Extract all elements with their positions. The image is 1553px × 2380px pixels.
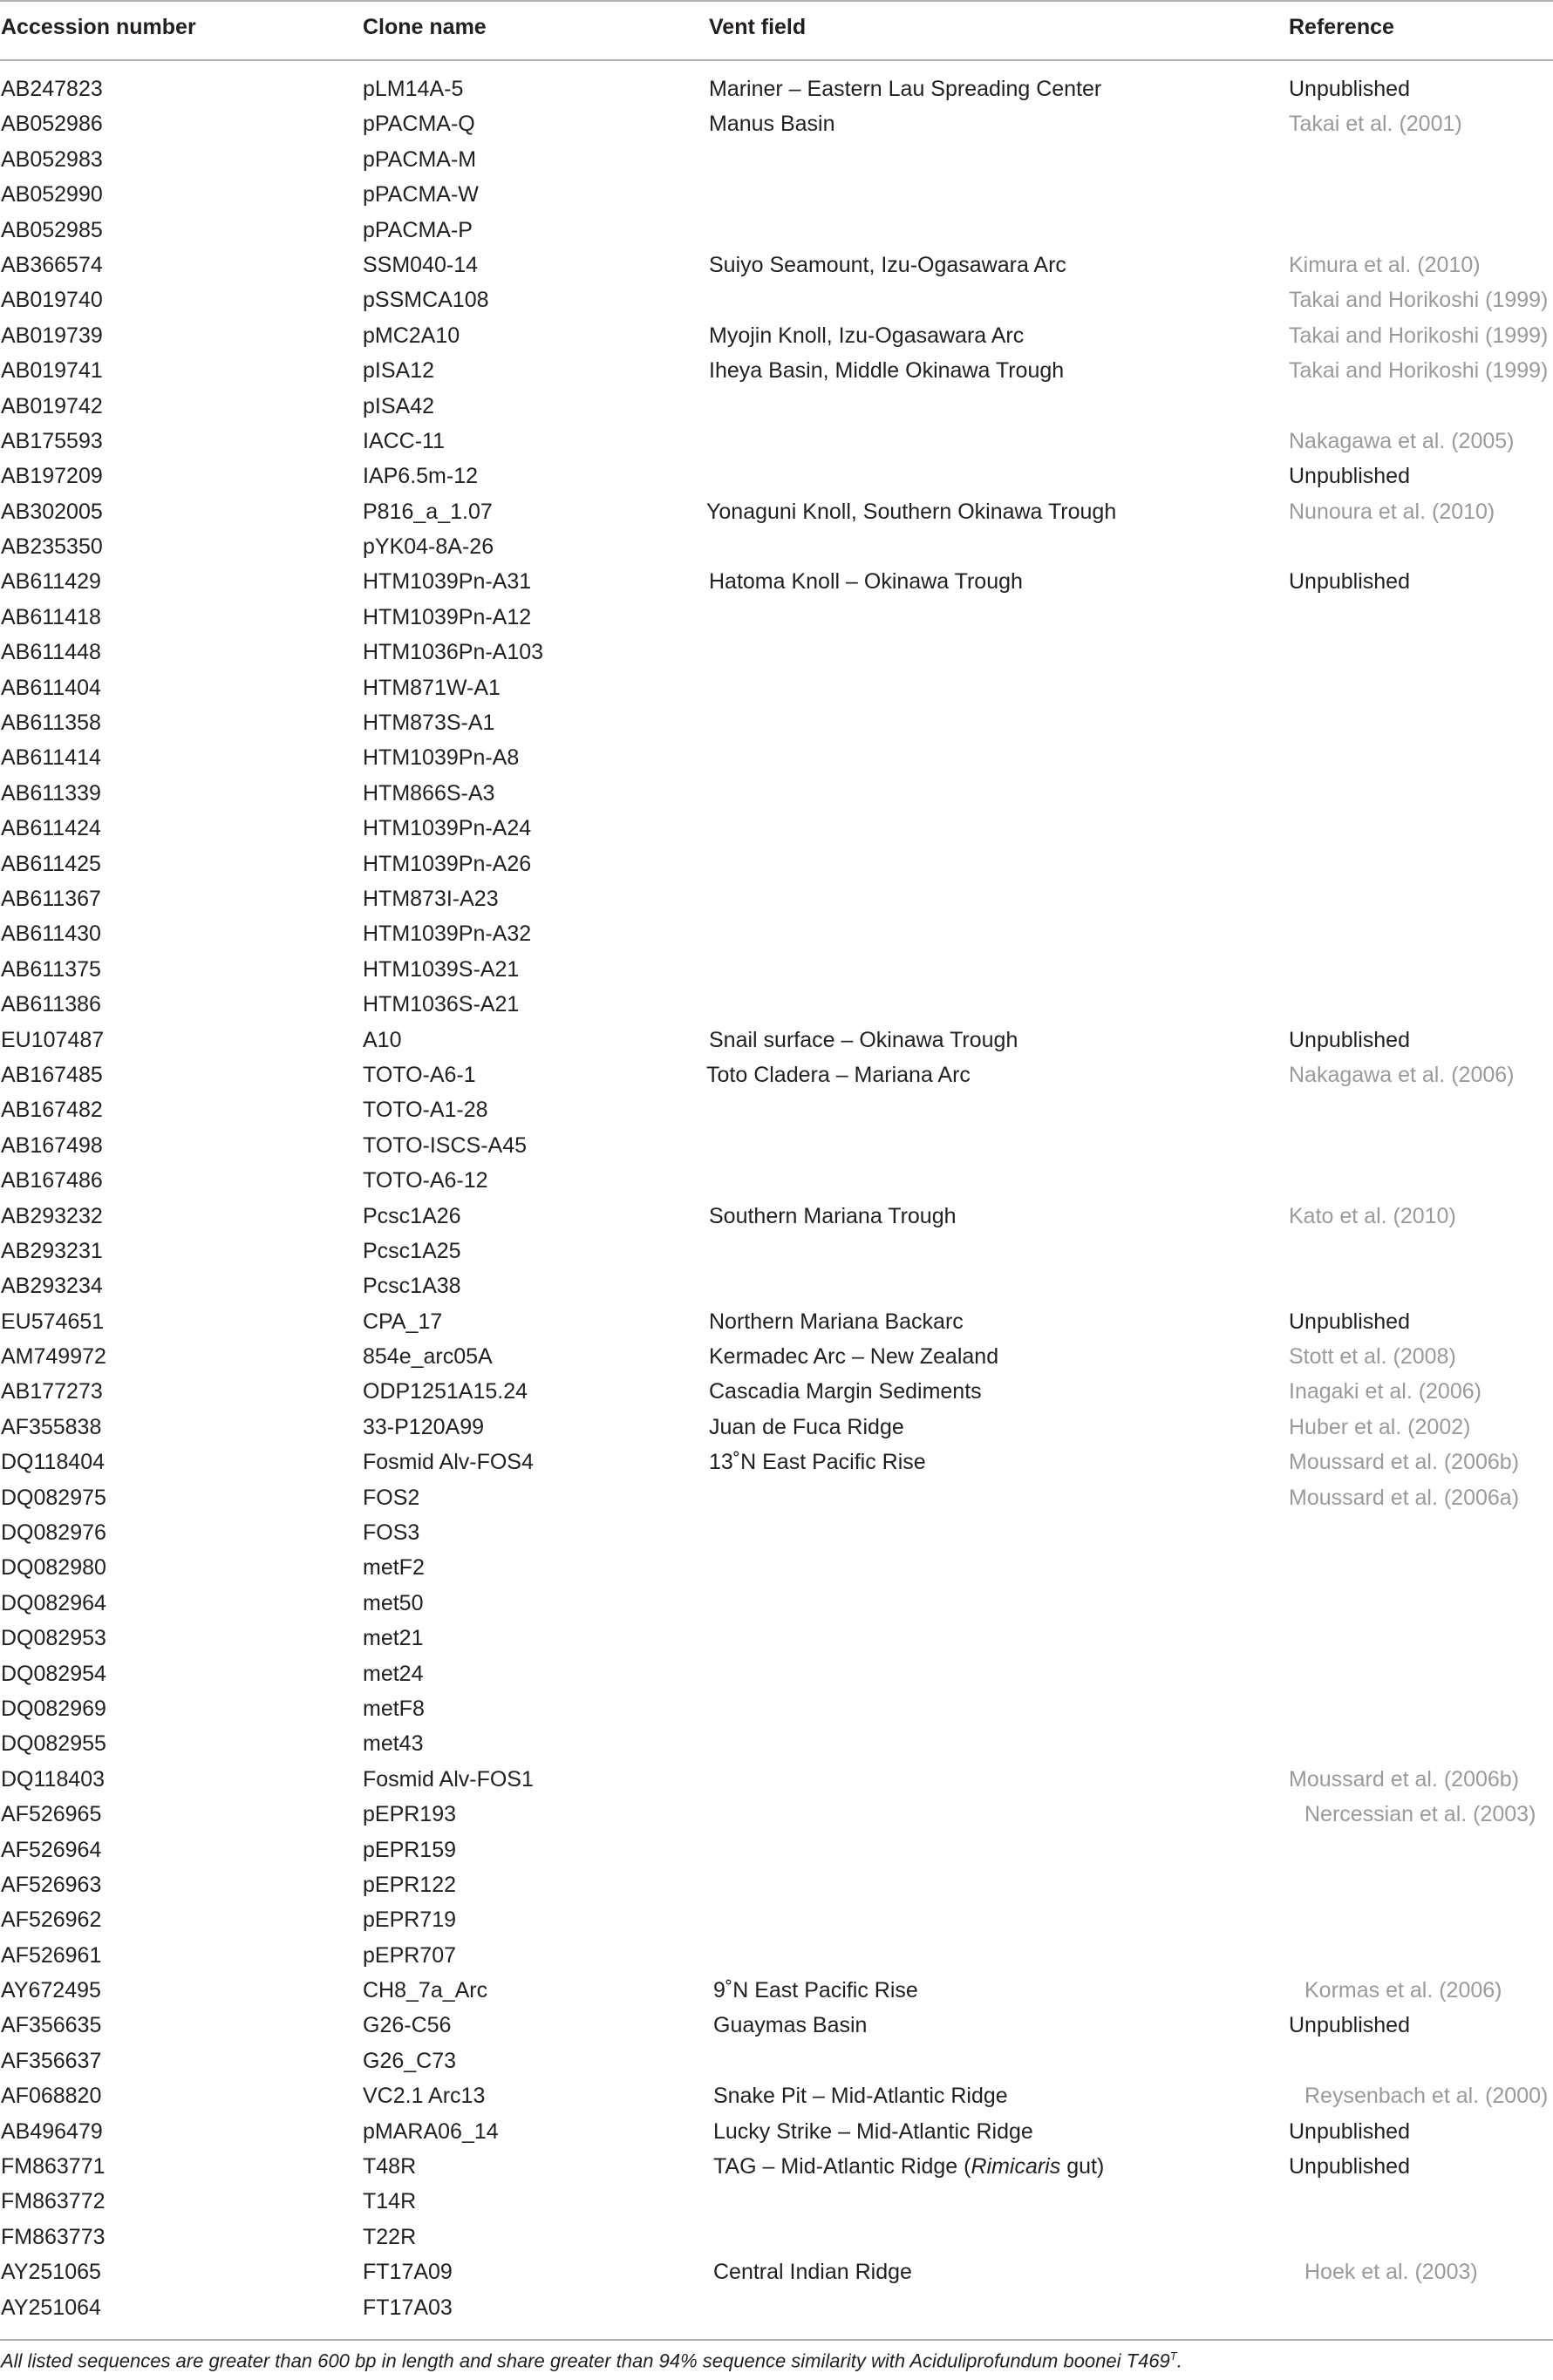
cell-accession-number: AB167486 <box>1 1168 103 1193</box>
cell-clone-name: HTM1039Pn-A31 <box>363 569 532 595</box>
cell-reference-citation[interactable]: Reysenbach et al. (2000) <box>1304 2084 1549 2109</box>
cell-accession-number: AB167498 <box>1 1132 103 1158</box>
table-row <box>0 424 1553 459</box>
cell-accession-number: AY251065 <box>1 2260 101 2285</box>
table-row <box>0 600 1553 635</box>
cell-reference-citation[interactable]: Kormas et al. (2006) <box>1304 1978 1502 2003</box>
table-row <box>0 1515 1553 1550</box>
table-row <box>0 1199 1553 1234</box>
table-row <box>0 740 1553 775</box>
cell-vent-field: Manus Basin <box>709 112 835 137</box>
header-vent-field: Vent field <box>709 15 807 39</box>
cell-accession-number: FM863772 <box>1 2189 106 2214</box>
cell-clone-name: ODP1251A15.24 <box>363 1379 528 1404</box>
cell-clone-name: A10 <box>363 1027 402 1052</box>
cell-accession-number: AB611430 <box>1 921 101 947</box>
cell-clone-name: pPACMA-W <box>363 182 479 207</box>
table-row <box>0 2290 1553 2325</box>
cell-vent-field <box>713 2149 1104 2184</box>
cell-vent-field: Mariner – Eastern Lau Spreading Center <box>709 77 1102 101</box>
cell-accession-number: FM863773 <box>1 2224 106 2249</box>
table-row <box>0 1797 1553 1832</box>
table-row <box>0 248 1553 282</box>
table-row <box>0 987 1553 1022</box>
cell-accession-number: AB293232 <box>1 1203 103 1228</box>
cell-clone-name: pEPR193 <box>363 1802 457 1827</box>
cell-clone-name: CH8_7a_Arc <box>363 1978 488 2003</box>
table-row <box>0 459 1553 493</box>
table-row <box>0 2220 1553 2254</box>
footnote-end: . <box>1176 2349 1182 2372</box>
cell-accession-number: AB611429 <box>1 569 101 595</box>
cell-vent-field: 9˚N East Pacific Rise <box>713 1978 918 2003</box>
cell-accession-number: AB052985 <box>1 217 103 242</box>
cell-reference-citation[interactable]: Nunoura et al. (2010) <box>1289 499 1495 524</box>
cell-clone-name: HTM1039Pn-A8 <box>363 745 520 771</box>
cell-accession-number: AB052990 <box>1 182 103 207</box>
cell-accession-number: AB293231 <box>1 1238 103 1263</box>
cell-accession-number: EU574651 <box>1 1309 105 1334</box>
table-row <box>0 1973 1553 2008</box>
cell-accession-number: AB177273 <box>1 1379 103 1404</box>
cell-accession-number: AB019740 <box>1 288 103 313</box>
cell-accession-number: AF526964 <box>1 1837 102 1862</box>
cell-accession-number: AF068820 <box>1 2084 102 2109</box>
table-row <box>0 1833 1553 1867</box>
cell-accession-number: AB052986 <box>1 112 103 137</box>
cell-clone-name: HTM873S-A1 <box>363 711 495 736</box>
cell-clone-name: pPACMA-M <box>363 146 477 172</box>
cell-accession-number: AB611404 <box>1 675 101 700</box>
cell-accession-number: AF355838 <box>1 1414 102 1439</box>
cell-accession-number: AB019742 <box>1 393 103 418</box>
cell-clone-name: Pcsc1A38 <box>363 1274 461 1299</box>
cell-clone-name: P816_a_1.07 <box>363 499 493 524</box>
table-row <box>0 2114 1553 2149</box>
cell-accession-number: EU107487 <box>1 1027 105 1052</box>
cell-clone-name: pEPR719 <box>363 1907 457 1933</box>
table-footnote <box>1 2349 1182 2372</box>
table-row <box>0 916 1553 951</box>
cell-clone-name: met43 <box>363 1731 424 1757</box>
cell-clone-name: pYK04-8A-26 <box>363 534 494 560</box>
vent-field-italic: Rimicaris <box>971 2154 1061 2179</box>
table-row <box>0 1902 1553 1937</box>
cell-clone-name: HTM1036S-A21 <box>363 992 520 1017</box>
cell-clone-name: Pcsc1A26 <box>363 1203 461 1228</box>
cell-accession-number: AB611358 <box>1 711 101 736</box>
cell-vent-field: Lucky Strike – Mid-Atlantic Ridge <box>713 2118 1033 2144</box>
table-row <box>0 177 1553 212</box>
table-row <box>0 1268 1553 1303</box>
table-row <box>0 2184 1553 2219</box>
table-row <box>0 213 1553 248</box>
cell-clone-name: pEPR159 <box>363 1837 457 1862</box>
cell-vent-field: Myojin Knoll, Izu-Ogasawara Arc <box>709 323 1025 348</box>
cell-clone-name: TOTO-ISCS-A45 <box>363 1132 528 1158</box>
cell-reference-citation[interactable]: Nakagawa et al. (2005) <box>1289 428 1515 453</box>
header-accession-number: Accession number <box>1 15 196 39</box>
cell-clone-name: pEPR707 <box>363 1942 457 1968</box>
cell-reference-citation[interactable]: Moussard et al. (2006a) <box>1289 1485 1520 1510</box>
cell-reference-unpublished: Unpublished <box>1289 1027 1410 1052</box>
table-row <box>0 1550 1553 1585</box>
cell-clone-name: T22R <box>363 2224 417 2249</box>
cell-clone-name: HTM871W-A1 <box>363 675 501 700</box>
cell-reference-citation[interactable]: Takai and Horikoshi (1999) <box>1289 358 1549 384</box>
cell-clone-name: G26-C56 <box>363 2013 452 2038</box>
cell-reference-unpublished: Unpublished <box>1289 2013 1410 2038</box>
table-row <box>0 952 1553 987</box>
cell-clone-name: IAP6.5m-12 <box>363 464 479 489</box>
cell-clone-name: HTM1039S-A21 <box>363 956 520 982</box>
cell-clone-name: met24 <box>363 1661 424 1686</box>
table-row <box>0 670 1553 705</box>
cell-accession-number: DQ082969 <box>1 1696 106 1721</box>
cell-accession-number: AB235350 <box>1 534 103 560</box>
cell-clone-name: Pcsc1A25 <box>363 1238 461 1263</box>
cell-vent-field: Suiyo Seamount, Izu-Ogasawara Arc <box>709 252 1066 277</box>
cell-clone-name: G26_C73 <box>363 2048 457 2073</box>
cell-accession-number: AF356637 <box>1 2048 102 2073</box>
cell-accession-number: AB019741 <box>1 358 103 384</box>
cell-accession-number: AB175593 <box>1 428 103 453</box>
cell-accession-number: AB052983 <box>1 146 103 172</box>
vent-field-tail: gut) <box>1060 2154 1105 2179</box>
cell-clone-name: HTM1039Pn-A32 <box>363 921 532 947</box>
cell-clone-name: pPACMA-P <box>363 217 473 242</box>
cell-vent-field: Kermadec Arc – New Zealand <box>709 1344 999 1370</box>
cell-vent-field: Juan de Fuca Ridge <box>709 1414 904 1439</box>
cell-accession-number: DQ118403 <box>1 1766 106 1792</box>
table-row <box>0 1128 1553 1163</box>
cell-clone-name: T14R <box>363 2189 417 2214</box>
table-row <box>0 1938 1553 1973</box>
cell-clone-name: met21 <box>363 1626 424 1651</box>
table-row <box>0 811 1553 846</box>
cell-clone-name: TOTO-A6-12 <box>363 1168 488 1193</box>
cell-clone-name: 33-P120A99 <box>363 1414 485 1439</box>
table-row <box>0 142 1553 177</box>
cell-vent-field: Iheya Basin, Middle Okinawa Trough <box>709 358 1065 384</box>
table-row <box>0 1057 1553 1092</box>
cell-accession-number: DQ118404 <box>1 1450 106 1475</box>
cell-reference-citation[interactable]: Takai and Horikoshi (1999) <box>1289 288 1549 313</box>
cell-vent-field: Central Indian Ridge <box>713 2260 912 2285</box>
table-row <box>0 353 1553 388</box>
cell-accession-number: DQ082975 <box>1 1485 106 1510</box>
cell-accession-number: AF526961 <box>1 1942 102 1968</box>
cell-accession-number: AB167482 <box>1 1098 103 1123</box>
cell-accession-number: AB611414 <box>1 745 101 771</box>
cell-clone-name: pSSMCA108 <box>363 288 489 313</box>
cell-clone-name: Fosmid Alv-FOS4 <box>363 1450 534 1475</box>
table-row <box>0 1445 1553 1479</box>
cell-clone-name: FOS3 <box>363 1520 420 1546</box>
cell-reference-unpublished: Unpublished <box>1289 569 1410 595</box>
cell-vent-field: Snail surface – Okinawa Trough <box>709 1027 1018 1052</box>
cell-clone-name: T48R <box>363 2154 417 2179</box>
cell-clone-name: pMARA06_14 <box>363 2118 499 2144</box>
table-row <box>0 1691 1553 1726</box>
cell-reference-unpublished: Unpublished <box>1289 77 1410 101</box>
table-row <box>0 1092 1553 1127</box>
cell-accession-number: DQ082955 <box>1 1731 106 1757</box>
table-row <box>0 318 1553 353</box>
cell-reference-citation[interactable]: Stott et al. (2008) <box>1289 1344 1456 1370</box>
table-row <box>0 1023 1553 1057</box>
cell-clone-name: HTM866S-A3 <box>363 780 495 806</box>
cell-clone-name: pPACMA-Q <box>363 112 475 137</box>
cell-accession-number: AB611339 <box>1 780 101 806</box>
table-row <box>0 776 1553 811</box>
cell-clone-name: TOTO-A6-1 <box>363 1062 476 1087</box>
cell-accession-number: AB167485 <box>1 1062 103 1087</box>
table-row <box>0 2043 1553 2078</box>
cell-vent-field: Southern Mariana Trough <box>709 1203 957 1228</box>
cell-accession-number: DQ082953 <box>1 1626 106 1651</box>
cell-accession-number: AB611425 <box>1 851 101 876</box>
cell-reference-unpublished: Unpublished <box>1289 1309 1410 1334</box>
cell-reference-citation[interactable]: Nercessian et al. (2003) <box>1304 1802 1536 1827</box>
cell-accession-number: AM749972 <box>1 1344 106 1370</box>
table-row <box>0 1621 1553 1656</box>
table-row <box>0 282 1553 317</box>
cell-accession-number: AB611448 <box>1 640 101 665</box>
cell-clone-name: VC2.1 Arc13 <box>363 2084 486 2109</box>
table-row <box>0 564 1553 599</box>
cell-accession-number: AB611375 <box>1 956 101 982</box>
cell-clone-name: HTM1039Pn-A24 <box>363 816 532 841</box>
table-row <box>0 1234 1553 1268</box>
cell-accession-number: AB293234 <box>1 1274 103 1299</box>
cell-vent-field: Snake Pit – Mid-Atlantic Ridge <box>713 2084 1008 2109</box>
cell-vent-field: Yonaguni Knoll, Southern Okinawa Trough <box>706 499 1117 524</box>
cell-clone-name: pMC2A10 <box>363 323 460 348</box>
cell-accession-number: AF356635 <box>1 2013 102 2038</box>
table-row <box>0 1867 1553 1902</box>
table-row <box>0 1480 1553 1515</box>
table-row <box>0 106 1553 141</box>
cell-clone-name: HTM873I-A23 <box>363 886 499 911</box>
cell-reference-citation[interactable]: Takai and Horikoshi (1999) <box>1289 323 1549 348</box>
cell-vent-field: Guaymas Basin <box>713 2013 868 2038</box>
cell-accession-number: FM863771 <box>1 2154 106 2179</box>
table-header-row <box>0 0 1553 59</box>
cell-accession-number: DQ082964 <box>1 1590 106 1615</box>
cell-accession-number: DQ082954 <box>1 1661 106 1686</box>
cell-accession-number: DQ082980 <box>1 1555 106 1581</box>
cell-accession-number: AB611418 <box>1 604 101 629</box>
footnote-text: All listed sequences are greater than 600 bp in length and share greater than 94% sequence similarity with Aciduliprofundum boonei T469 <box>1 2349 1170 2372</box>
cell-clone-name: HTM1039Pn-A26 <box>363 851 532 876</box>
table-row <box>0 1586 1553 1621</box>
cell-vent-field: 13˚N East Pacific Rise <box>709 1450 926 1475</box>
table-row <box>0 71 1553 106</box>
cell-clone-name: FOS2 <box>363 1485 420 1510</box>
cell-vent-field: Hatoma Knoll – Okinawa Trough <box>709 569 1023 595</box>
cell-vent-field: Northern Mariana Backarc <box>709 1309 964 1334</box>
table-row <box>0 529 1553 564</box>
cell-reference-citation[interactable]: Kato et al. (2010) <box>1289 1203 1456 1228</box>
table-row <box>0 1304 1553 1339</box>
table-row <box>0 2078 1553 2113</box>
cell-reference-citation[interactable]: Moussard et al. (2006b) <box>1289 1766 1520 1792</box>
table-row <box>0 389 1553 424</box>
cell-clone-name: FT17A09 <box>363 2260 453 2285</box>
cell-reference-citation[interactable]: Inagaki et al. (2006) <box>1289 1379 1481 1404</box>
table-row <box>0 705 1553 740</box>
cell-vent-field: Toto Cladera – Mariana Arc <box>706 1062 971 1087</box>
cell-reference-citation[interactable]: Kimura et al. (2010) <box>1289 252 1481 277</box>
cell-accession-number: AB366574 <box>1 252 103 277</box>
table-row <box>0 1163 1553 1198</box>
cell-accession-number: AB611424 <box>1 816 101 841</box>
cell-clone-name: pISA12 <box>363 358 435 384</box>
cell-accession-number: AB247823 <box>1 77 103 101</box>
cell-accession-number: AB496479 <box>1 2118 103 2144</box>
cell-clone-name: HTM1036Pn-A103 <box>363 640 544 665</box>
table-row <box>0 881 1553 916</box>
table-row <box>0 494 1553 529</box>
cell-reference-citation[interactable]: Nakagawa et al. (2006) <box>1289 1062 1515 1087</box>
cell-accession-number: AY251064 <box>1 2295 101 2320</box>
vent-field-text: TAG – Mid-Atlantic Ridge ( <box>713 2154 971 2179</box>
cell-clone-name: metF2 <box>363 1555 425 1581</box>
cell-reference-citation[interactable]: Takai et al. (2001) <box>1289 112 1462 137</box>
header-clone-name: Clone name <box>363 15 487 39</box>
table-row <box>0 1726 1553 1761</box>
table-row <box>0 2149 1553 2184</box>
header-reference: Reference <box>1289 15 1394 39</box>
cell-reference-citation[interactable]: Hoek et al. (2003) <box>1304 2260 1478 2285</box>
cell-clone-name: Fosmid Alv-FOS1 <box>363 1766 534 1792</box>
cell-clone-name: IACC-11 <box>363 428 446 453</box>
cell-accession-number: AB019739 <box>1 323 103 348</box>
cell-reference-unpublished: Unpublished <box>1289 464 1410 489</box>
footnote-superscript: T <box>1169 2349 1177 2363</box>
cell-accession-number: AY672495 <box>1 1978 101 2003</box>
table-row <box>0 1339 1553 1374</box>
table-row <box>0 1656 1553 1691</box>
cell-clone-name: metF8 <box>363 1696 425 1721</box>
table-row <box>0 2008 1553 2043</box>
cell-clone-name: pLM14A-5 <box>363 77 464 101</box>
table-row <box>0 847 1553 881</box>
cell-clone-name: 854e_arc05A <box>363 1344 493 1370</box>
cell-accession-number: AB611367 <box>1 886 101 911</box>
table-row <box>0 1762 1553 1797</box>
header-rule <box>0 59 1553 61</box>
table-row <box>0 1374 1553 1409</box>
cell-reference-unpublished: Unpublished <box>1289 2118 1410 2144</box>
cell-clone-name: TOTO-A1-28 <box>363 1098 488 1123</box>
table-row <box>0 1410 1553 1445</box>
cell-accession-number: AF526965 <box>1 1802 102 1827</box>
cell-vent-field: Cascadia Margin Sediments <box>709 1379 982 1404</box>
cell-clone-name: FT17A03 <box>363 2295 453 2320</box>
cell-clone-name: met50 <box>363 1590 424 1615</box>
cell-accession-number: AB611386 <box>1 992 101 1017</box>
cell-accession-number: AB302005 <box>1 499 103 524</box>
table-row <box>0 635 1553 670</box>
cell-accession-number: DQ082976 <box>1 1520 106 1546</box>
cell-clone-name: HTM1039Pn-A12 <box>363 604 532 629</box>
cell-reference-citation[interactable]: Huber et al. (2002) <box>1289 1414 1471 1439</box>
cell-accession-number: AF526962 <box>1 1907 102 1933</box>
table-body <box>0 71 1553 2325</box>
cell-accession-number: AB197209 <box>1 464 103 489</box>
table-row <box>0 2254 1553 2289</box>
table-bottom-rule <box>0 2339 1553 2341</box>
cell-clone-name: pEPR122 <box>363 1872 457 1897</box>
cell-accession-number: AF526963 <box>1 1872 102 1897</box>
cell-clone-name: CPA_17 <box>363 1309 443 1334</box>
cell-clone-name: pISA42 <box>363 393 435 418</box>
cell-clone-name: SSM040-14 <box>363 252 479 277</box>
cell-reference-citation[interactable]: Moussard et al. (2006b) <box>1289 1450 1520 1475</box>
cell-reference-unpublished: Unpublished <box>1289 2154 1410 2179</box>
